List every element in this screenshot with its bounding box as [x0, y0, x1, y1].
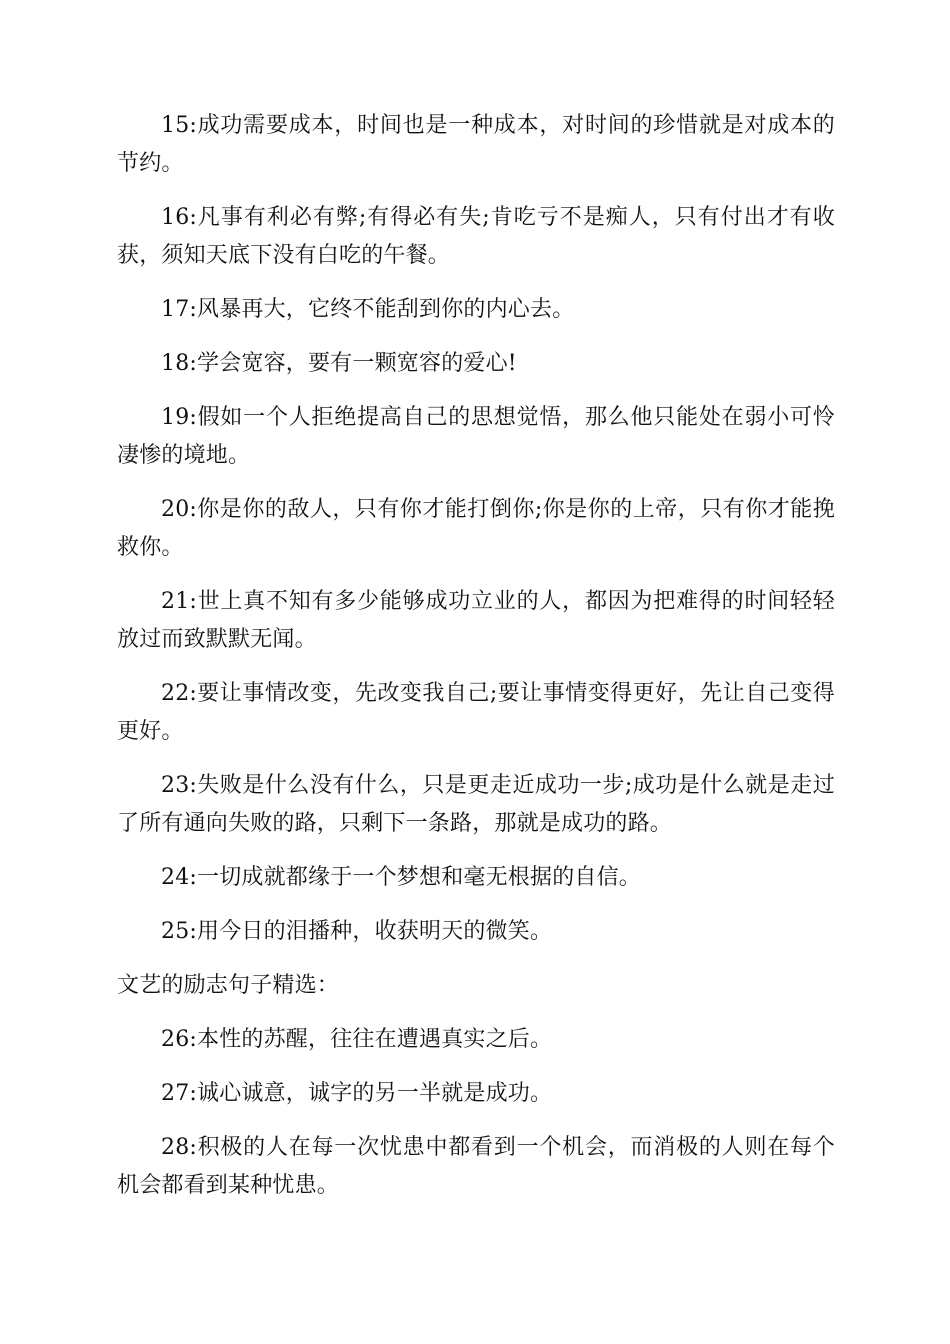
section-heading: 文艺的励志句子精选：: [117, 973, 340, 998]
quote-28: 28:积极的人在每一次忧患中都看到一个机会，而消极的人则在每个机会都看到某种忧患。: [117, 1135, 835, 1198]
quote-23: 23:失败是什么没有什么，只是更走近成功一步;成功是什么就是走过了所有通向失败的路，只剩下一条路，那就是成功的路。: [117, 773, 835, 836]
quote-21: 21:世上真不知有多少能够成功立业的人，都因为把难得的时间轻轻放过而致默默无闻。: [117, 589, 835, 652]
quote-22: 22:要让事情改变，先改变我自己;要让事情变得更好，先让自己变得更好。: [117, 681, 835, 744]
quote-19: 19:假如一个人拒绝提高自己的思想觉悟，那么他只能处在弱小可怜凄惨的境地。: [117, 405, 835, 468]
quote-24: 24:一切成就都缘于一个梦想和毫无根据的自信。: [161, 865, 642, 890]
quote-20: 20:你是你的敌人，只有你才能打倒你;你是你的上帝，只有你才能挽救你。: [117, 497, 835, 560]
quote-18: 18:学会宽容，要有一颗宽容的爱心!: [161, 351, 517, 376]
quote-15: 15:成功需要成本，时间也是一种成本，对时间的珍惜就是对成本的节约。: [117, 113, 835, 176]
quote-27: 27:诚心诚意，诚字的另一半就是成功。: [161, 1081, 553, 1106]
quote-26: 26:本性的苏醒，往往在遭遇真实之后。: [161, 1027, 553, 1052]
quote-17: 17:风暴再大，它终不能刮到你的内心去。: [161, 297, 575, 322]
document-body: [117, 107, 835, 1221]
quote-16: 16:凡事有利必有弊;有得必有失;肯吃亏不是痴人，只有付出才有收获，须知天底下没有白吃的午餐。: [117, 205, 835, 268]
quote-25: 25:用今日的泪播种，收获明天的微笑。: [161, 919, 553, 944]
